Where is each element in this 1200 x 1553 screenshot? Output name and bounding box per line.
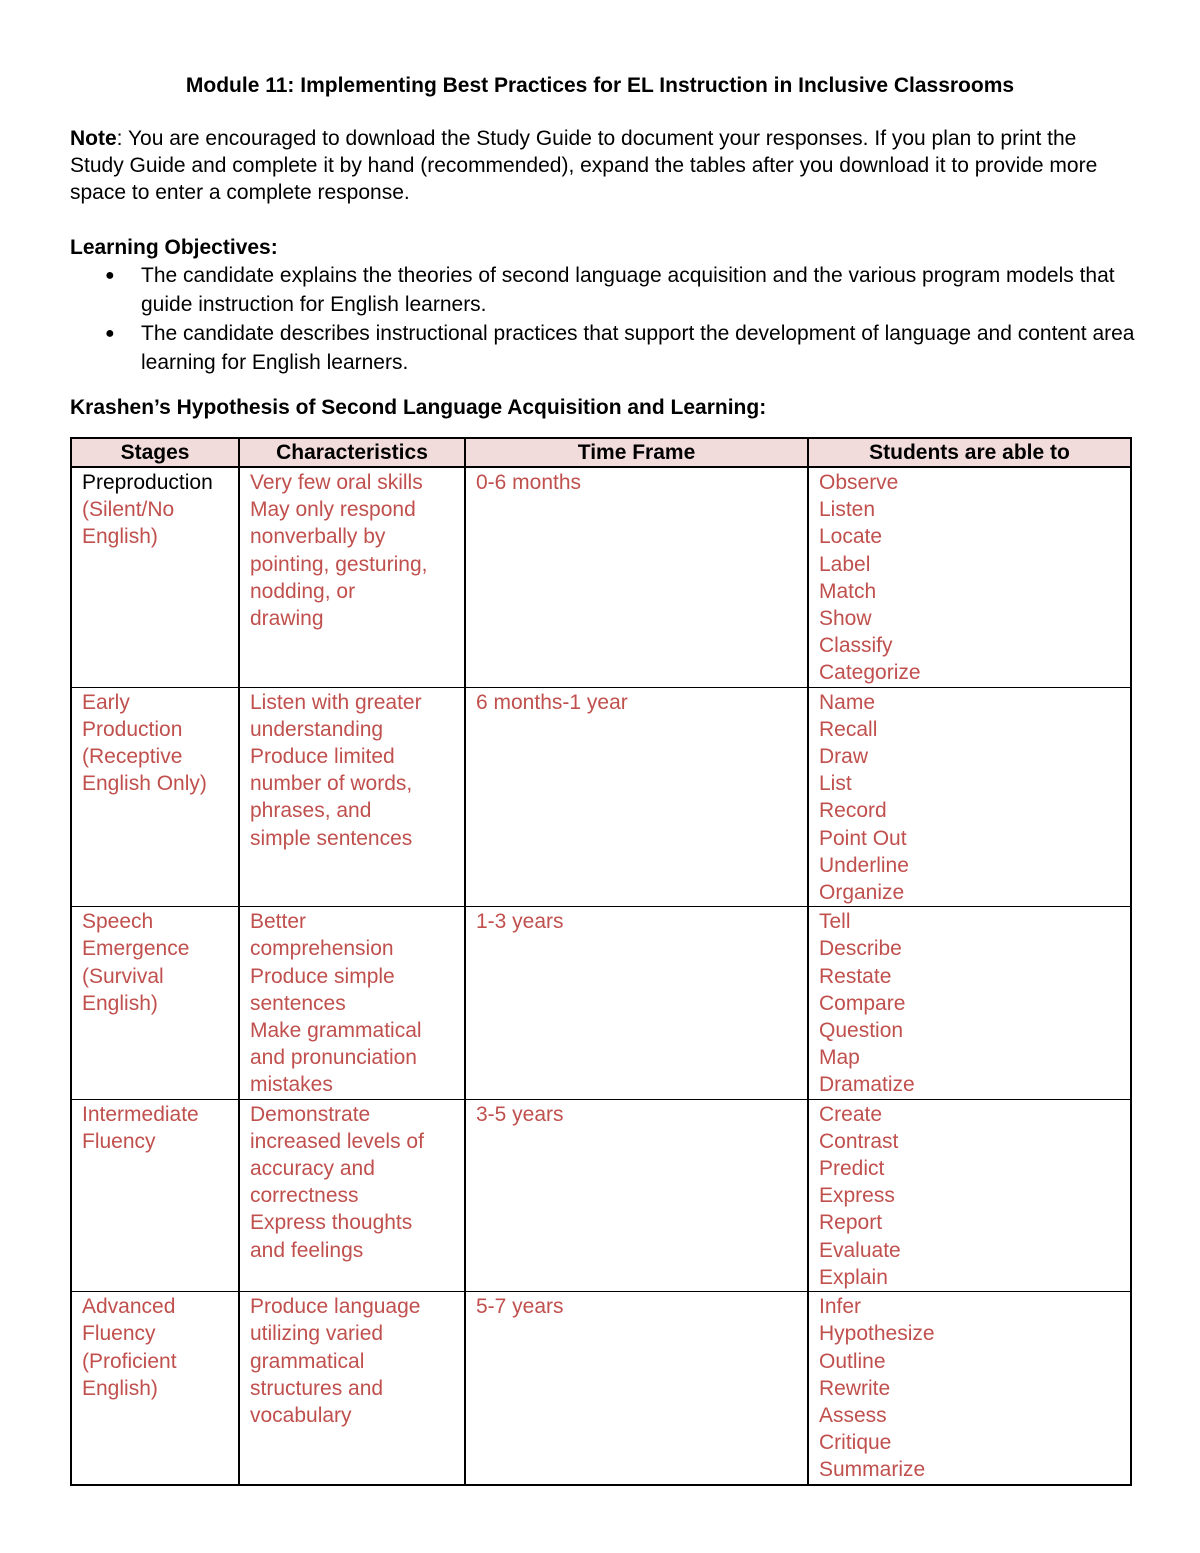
characteristic-line: Demonstrate xyxy=(250,1102,371,1126)
stage-line: Emergence xyxy=(82,937,190,961)
time-frame-cell xyxy=(465,687,808,907)
ability-item: Categorize xyxy=(819,661,921,685)
characteristic-line: accuracy and xyxy=(250,1157,375,1181)
objective-item xyxy=(70,261,1135,319)
characteristic-line: Make grammatical xyxy=(250,1019,422,1043)
characteristics-cell xyxy=(239,467,465,687)
characteristics-cell xyxy=(239,907,465,1099)
characteristic-line: nodding, or xyxy=(250,579,356,603)
time-frame-text: 0-6 months xyxy=(476,471,582,494)
time-frame-text: 1-3 years xyxy=(476,910,564,934)
column-header-characteristics: Characteristics xyxy=(239,438,465,467)
time-frame-cell xyxy=(465,467,808,687)
stage-line: Fluency xyxy=(82,1129,156,1153)
ability-item: Outline xyxy=(819,1349,886,1373)
ability-item: Assess xyxy=(819,1403,887,1427)
stage-line: Intermediate xyxy=(82,1102,199,1126)
time-frame-cell xyxy=(465,1292,808,1485)
table-heading: Krashen’s Hypothesis of Second Language Acquisition and Learning: xyxy=(70,396,767,419)
abilities-cell xyxy=(808,1099,1131,1291)
stage-line: Fluency xyxy=(82,1322,156,1346)
ability-item: Organize xyxy=(819,881,905,905)
column-header-stages: Stages xyxy=(71,438,239,467)
stage-line: Early xyxy=(82,690,130,714)
note-paragraph xyxy=(70,125,1135,206)
ability-item: Critique xyxy=(819,1431,892,1455)
stage-line: Speech xyxy=(82,910,154,934)
ability-item: Label xyxy=(819,552,871,576)
table-row xyxy=(71,1099,1131,1291)
ability-item: Record xyxy=(819,799,887,823)
ability-item: Locate xyxy=(819,525,883,549)
stage-line: (Proficient xyxy=(82,1349,177,1373)
stage-cell xyxy=(71,1099,239,1291)
characteristic-line: and feelings xyxy=(250,1238,364,1262)
objective-item xyxy=(70,319,1135,377)
time-frame-text: 5-7 years xyxy=(476,1295,564,1319)
characteristic-line: Produce language xyxy=(250,1295,421,1319)
characteristic-line: phrases, and xyxy=(250,799,372,823)
ability-item: Point Out xyxy=(819,826,907,850)
table-row xyxy=(71,687,1131,907)
ability-item: Tell xyxy=(819,910,851,934)
ability-item: Describe xyxy=(819,937,902,961)
time-frame-cell xyxy=(465,907,808,1099)
characteristic-line: drawing xyxy=(250,607,324,631)
characteristic-line: utilizing varied xyxy=(250,1322,384,1346)
ability-item: Evaluate xyxy=(819,1238,901,1262)
stage-line: Preproduction xyxy=(82,471,213,494)
characteristics-cell xyxy=(239,687,465,907)
objective-text: The candidate explains the theories of second language acquisition and the various program models that guide instruction for English learners. xyxy=(141,264,1115,316)
characteristic-line: number of words, xyxy=(250,772,413,796)
characteristic-line: vocabulary xyxy=(250,1403,352,1427)
characteristic-line: mistakes xyxy=(250,1073,333,1097)
ability-item: Summarize xyxy=(819,1458,926,1482)
stage-line: (Receptive xyxy=(82,745,183,769)
characteristic-line: sentences xyxy=(250,991,346,1015)
ability-item: Report xyxy=(819,1211,883,1235)
characteristic-line: correctness xyxy=(250,1184,359,1208)
ability-item: Infer xyxy=(819,1295,862,1319)
stage-line: Advanced xyxy=(82,1295,176,1319)
characteristic-line: pointing, gesturing, xyxy=(250,552,428,576)
ability-item: Contrast xyxy=(819,1129,899,1153)
characteristic-line: May only respond xyxy=(250,498,416,522)
abilities-cell xyxy=(808,467,1131,687)
abilities-cell xyxy=(808,907,1131,1099)
ability-item: Underline xyxy=(819,853,909,877)
table-header-row xyxy=(71,438,1131,467)
ability-item: Listen xyxy=(819,498,876,522)
stage-line: English) xyxy=(82,991,158,1015)
ability-item: Rewrite xyxy=(819,1376,891,1400)
objective-text: The candidate describes instructional practices that support the development of language and content area learning for English learners. xyxy=(141,322,1135,374)
characteristic-line: understanding xyxy=(250,717,384,741)
abilities-cell xyxy=(808,1292,1131,1485)
ability-item: Classify xyxy=(819,634,893,658)
time-frame-text: 3-5 years xyxy=(476,1102,564,1126)
ability-item: Express xyxy=(819,1184,895,1208)
stage-line: Production xyxy=(82,717,183,741)
column-header-students-able-to: Students are able to xyxy=(808,438,1131,467)
table-row xyxy=(71,907,1131,1099)
characteristic-line: grammatical xyxy=(250,1349,365,1373)
ability-item: List xyxy=(819,772,852,796)
characteristics-cell xyxy=(239,1099,465,1291)
ability-item: Explain xyxy=(819,1265,888,1289)
abilities-cell xyxy=(808,687,1131,907)
stage-cell xyxy=(71,467,239,687)
characteristics-cell xyxy=(239,1292,465,1485)
characteristic-line: Express thoughts xyxy=(250,1211,413,1235)
characteristic-line: comprehension xyxy=(250,937,394,961)
stage-line: (Silent/No xyxy=(82,498,175,522)
stage-cell xyxy=(71,907,239,1099)
characteristic-line: nonverbally by xyxy=(250,525,386,549)
page-title: Module 11: Implementing Best Practices for EL Instruction in Inclusive Classrooms xyxy=(185,74,1015,97)
stage-cell xyxy=(71,687,239,907)
characteristic-line: Produce limited xyxy=(250,745,395,769)
ability-item: Recall xyxy=(819,717,878,741)
note-label: Note xyxy=(70,127,117,150)
stage-cell xyxy=(71,1292,239,1485)
stage-line: English Only) xyxy=(82,772,207,796)
ability-item: Hypothesize xyxy=(819,1322,935,1346)
characteristic-line: Produce simple xyxy=(250,964,395,988)
stages-table xyxy=(70,437,1132,1486)
ability-item: Map xyxy=(819,1046,860,1070)
bullet-icon: ● xyxy=(105,267,115,284)
ability-item: Draw xyxy=(819,745,869,769)
stage-line: English) xyxy=(82,1376,158,1400)
time-frame-cell xyxy=(465,1099,808,1291)
objectives-heading: Learning Objectives: xyxy=(70,236,278,259)
ability-item: Observe xyxy=(819,471,899,494)
time-frame-text: 6 months-1 year xyxy=(476,690,628,714)
characteristic-line: simple sentences xyxy=(250,826,413,850)
stage-line: (Survival xyxy=(82,964,164,988)
table-row xyxy=(71,1292,1131,1485)
ability-item: Dramatize xyxy=(819,1073,915,1097)
column-header-time-frame: Time Frame xyxy=(465,438,808,467)
stage-line: English) xyxy=(82,525,158,549)
ability-item: Predict xyxy=(819,1157,885,1181)
characteristic-line: structures and xyxy=(250,1376,384,1400)
characteristic-line: Listen with greater xyxy=(250,690,422,714)
characteristic-line: increased levels of xyxy=(250,1129,424,1153)
bullet-icon: ● xyxy=(105,325,115,342)
ability-item: Restate xyxy=(819,964,892,988)
table-row xyxy=(71,467,1131,687)
objectives-list xyxy=(70,261,1135,377)
ability-item: Name xyxy=(819,690,876,714)
ability-item: Match xyxy=(819,579,877,603)
ability-item: Show xyxy=(819,607,872,631)
note-text: : You are encouraged to download the Study Guide to document your responses. If you plan to print the Study Guide and complete it by hand (recommended), expand the tables after you download it to provide more space to enter a complete response. xyxy=(70,127,1098,204)
ability-item: Question xyxy=(819,1019,904,1043)
characteristic-line: Better xyxy=(250,910,307,934)
ability-item: Create xyxy=(819,1102,883,1126)
characteristic-line: Very few oral skills xyxy=(250,471,423,494)
characteristic-line: and pronunciation xyxy=(250,1046,417,1070)
ability-item: Compare xyxy=(819,991,906,1015)
